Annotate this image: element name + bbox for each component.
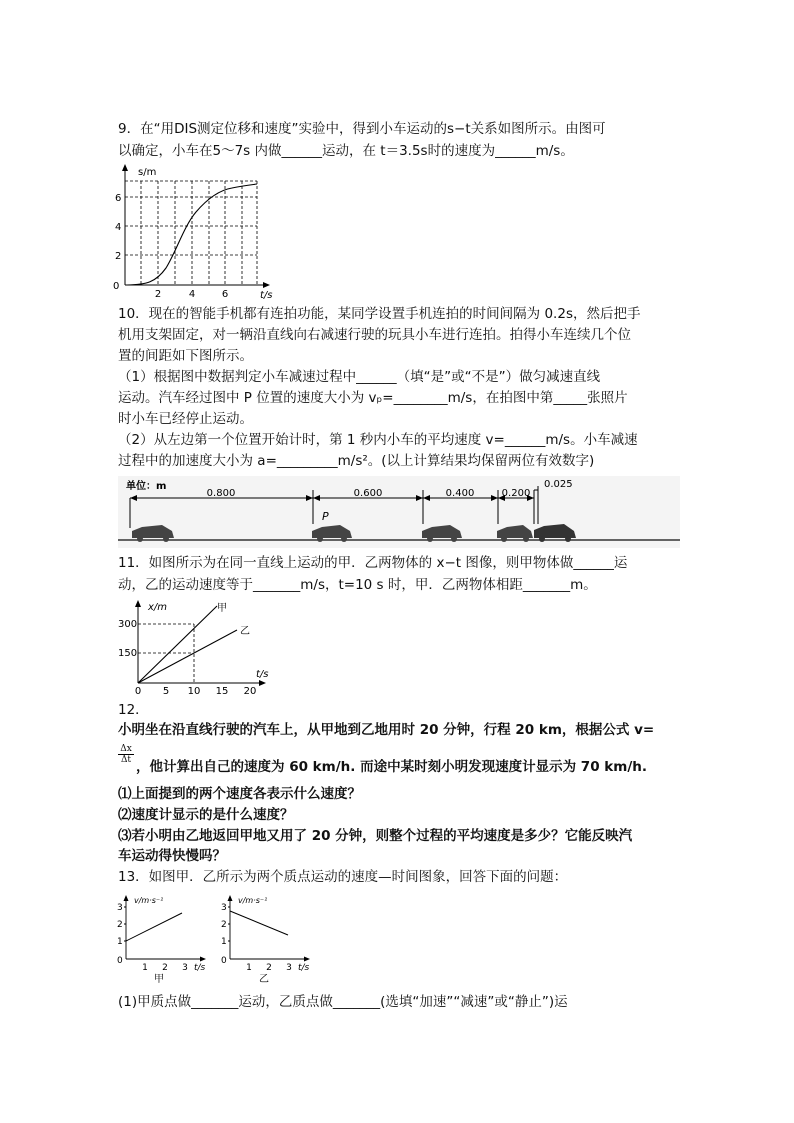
strip-p-label: P xyxy=(322,510,329,523)
q11-xtick-20: 20 xyxy=(243,686,257,697)
q13b-xtick-2: 2 xyxy=(266,963,272,973)
strip-d3: 0.400 xyxy=(445,488,475,499)
q11-label-yi: 乙 xyxy=(240,626,250,637)
q9-xtick-4: 4 xyxy=(188,289,196,300)
q11-label-jia: 甲 xyxy=(217,603,227,614)
q11-ylabel: x/m xyxy=(148,602,168,613)
q12-sub3a: ⑶若小明由乙地返回甲地又用了 20 分钟，则整个过程的平均速度是多少？它能反映汽 xyxy=(118,828,633,844)
q13b-xtick-3: 3 xyxy=(286,963,292,973)
q9-st-chart xyxy=(112,160,282,302)
q13-jia-line xyxy=(126,913,182,941)
q9-xtick-2: 2 xyxy=(154,289,162,300)
q13b-ytick-3: 3 xyxy=(221,903,227,913)
q11-xt-chart xyxy=(112,596,272,698)
q13a-ytick-0: 0 xyxy=(117,956,123,966)
q11-line-jia xyxy=(138,606,217,683)
q11-xtick-10: 10 xyxy=(187,686,201,697)
q9-st-curve xyxy=(125,184,257,285)
q13-line2: (1)甲质点做_______运动，乙质点做_______(选填“加速”“减速”或“静止”)运 xyxy=(118,994,568,1010)
q13-vt-chart-jia xyxy=(112,893,210,985)
q12-sub2: ⑵速度计显示的是什么速度？ xyxy=(118,807,294,823)
q11-xtick-0: 0 xyxy=(134,686,142,697)
q12-line2: ，他计算出自己的速度为 60 km/h. 而途中某时刻小明发现速度计显示为 70 km/h. xyxy=(136,759,648,775)
q10-photo-strip xyxy=(118,476,680,548)
q11-xtick-15: 15 xyxy=(215,686,229,697)
q11-line1: 11．如图所示为在同一直线上运动的甲．乙两物体的 x−t 图像，则甲物体做______运 xyxy=(118,555,628,571)
q10-line5: 运动。汽车经过图中 P 位置的速度大小为 vₚ=________m/s，在拍图中第_____张照片 xyxy=(118,390,628,406)
q13-yi-line xyxy=(230,911,288,935)
q13b-ytick-1: 1 xyxy=(221,937,227,947)
frac-denominator: Δt xyxy=(120,755,132,765)
q11-xlabel: t/s xyxy=(256,669,269,680)
strip-d1: 0.800 xyxy=(206,488,236,499)
q11-ytick-150: 150 xyxy=(118,648,138,659)
q13a-xtick-3: 3 xyxy=(182,963,188,973)
q10-line3: 置的间距如下图所示。 xyxy=(118,348,253,364)
q11-line2: 动，乙的运动速度等于_______m/s，t=10 s 时，甲．乙两物体相距_______m。 xyxy=(118,577,597,593)
q13-line1: 13．如图甲．乙所示为两个质点运动的速度—时间图象，回答下面的问题： xyxy=(118,869,568,885)
q13a-ylabel: v/m·s⁻¹ xyxy=(134,896,164,905)
q10-line2: 机用支架固定，对一辆沿直线向右减速行驶的玩具小车进行连拍。拍得小车连续几个位 xyxy=(118,327,631,343)
q11-line-yi xyxy=(138,630,237,683)
q10-line7: （2）从左边第一个位置开始计时，第 1 秒内小车的平均速度 v=______m/s。小车减速 xyxy=(118,432,638,448)
q13b-xlabel: t/s xyxy=(298,963,310,973)
q9-line2: 以确定，小车在5～7s 内做______运动，在 t＝3.5s时的速度为______m/s。 xyxy=(118,143,574,159)
q9-ylabel: s/m xyxy=(138,167,157,178)
q13a-caption: 甲 xyxy=(154,974,164,985)
q13b-ylabel: v/m·s⁻¹ xyxy=(238,896,268,905)
q13a-xtick-2: 2 xyxy=(162,963,168,973)
q9-xtick-6: 6 xyxy=(221,289,229,300)
q13a-xtick-1: 1 xyxy=(142,963,148,973)
q9-line1: 9．在“用DIS测定位移和速度”实验中，得到小车运动的s−t关系如图所示。由图可 xyxy=(118,121,606,137)
strip-d5: 0.025 xyxy=(544,479,573,490)
q10-line1: 10．现在的智能手机都有连拍功能，某同学设置手机连拍的时间间隔为 0.2s，然后把手 xyxy=(118,306,641,322)
q13b-caption: 乙 xyxy=(259,974,269,985)
strip-d2: 0.600 xyxy=(353,488,383,499)
q12-line1: 小明坐在沿直线行驶的汽车上，从甲地到乙地用时 20 分钟，行程 20 km，根据公式 v= xyxy=(118,722,655,738)
q13a-ytick-2: 2 xyxy=(117,920,123,930)
q10-line6: 时小车已经停止运动。 xyxy=(118,411,253,427)
q9-ytick-2: 2 xyxy=(115,251,122,262)
strip-d4: 0.200 xyxy=(501,488,531,499)
q12-sub1: ⑴上面提到的两个速度各表示什么速度？ xyxy=(118,786,361,802)
q11-xtick-5: 5 xyxy=(162,686,170,697)
q11-ytick-300: 300 xyxy=(118,619,138,630)
frac-numerator: Δx xyxy=(118,744,134,755)
q10-line4: （1）根据图中数据判定小车减速过程中______（填“是”或“不是”）做匀减速直线 xyxy=(118,369,601,385)
q9-ytick-0: 0 xyxy=(113,281,120,292)
strip-unit: 单位：m xyxy=(126,481,167,492)
q13a-xlabel: t/s xyxy=(194,963,206,973)
q12-number: 12． xyxy=(118,702,149,718)
q12-fraction xyxy=(118,744,134,765)
q13-vt-chart-yi xyxy=(216,893,316,985)
q12-sub3b: 车运动得快慢吗？ xyxy=(118,848,226,864)
q13b-ytick-2: 2 xyxy=(221,920,227,930)
q9-ytick-4: 4 xyxy=(115,222,122,233)
q10-line8: 过程中的加速度大小为 a=_________m/s²。(以上计算结果均保留两位有效数字) xyxy=(118,453,595,469)
q9-xlabel: t/s xyxy=(260,290,273,301)
q13a-ytick-1: 1 xyxy=(117,937,123,947)
q13b-ytick-0: 0 xyxy=(221,956,227,966)
q13b-xtick-1: 1 xyxy=(246,963,252,973)
q9-ytick-6: 6 xyxy=(115,193,122,204)
q13a-ytick-3: 3 xyxy=(117,903,123,913)
